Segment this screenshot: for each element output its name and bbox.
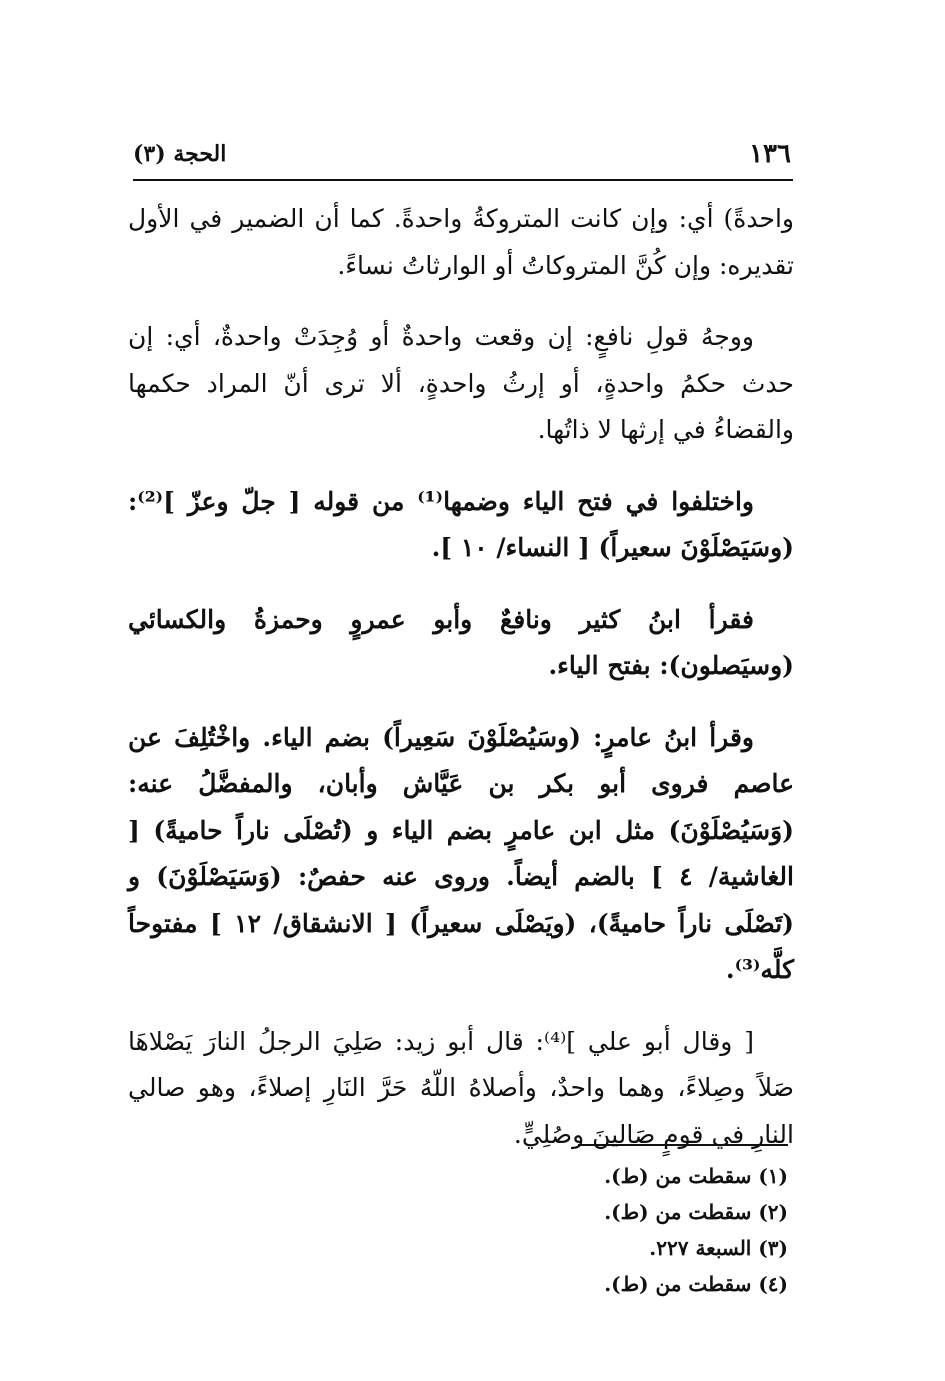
footnote-divider — [578, 1144, 788, 1146]
main-text — [128, 196, 794, 1158]
page-number: ١٣٦ — [749, 139, 791, 169]
footnote-4: (٤) سقطت من (ط). — [604, 1272, 788, 1296]
paragraph-4: فقرأ ابنُ كثير ونافعٌ وأبو عمروٍ وحمزةُ والكسائي (وسيَصلون): بفتح الياء. — [128, 604, 794, 680]
footnotes — [400, 1158, 788, 1302]
footnote-1: (١) سقطت من (ط). — [604, 1164, 788, 1188]
running-title: الحجة (٣) — [133, 141, 227, 167]
footnote-2: (٢) سقطت من (ط). — [604, 1200, 788, 1224]
paragraph-3: واختلفوا في فتح الياء وضمها⁽¹⁾ من قوله [ جلّ وعزّ ]⁽²⁾: (وسَيَصْلَوْنَ سعيراً) [ النساء/ ١٠ ]. — [128, 486, 794, 562]
page-header — [133, 135, 793, 181]
paragraph-2: ووجهُ قولِ نافعٍ: إن وقعت واحدةٌ أو وُجِدَتْ واحدةٌ، أي: إن حدث حكمُ واحدةٍ، أو إرثُ واحدةٍ، ألا ترى أنّ المراد حكمها والقضاءُ في إرثها لا ذاتُها. — [128, 322, 794, 444]
paragraph-5: وقرأ ابنُ عامرٍ: (وسَيُصْلَوْنَ سَعِيراً) بضم الياء. واخْتُلِفَ عن عاصم فروى أبو بكر بن عَيَّاش وأبان، والمفضَّلُ عنه: (وَسَيُصْلَوْنَ) مثل ابن عامرٍ بضم الياء و (تُصْلَى ناراً حاميةً) [ الغاشية/ ٤ ] بالضم أيضاً. وروى عنه حفصٌ: (وَسَيَصْلَوْنَ) و (تَصْلَى ناراً حاميةً)، (ويَصْلَى سعيراً) [ الانشقاق/ ١٢ ] مفتوحاً كلَّه⁽³⁾. — [128, 722, 794, 984]
paragraph-1: واحدةً) أي: وإن كانت المتروكةُ واحدةً. كما أن الضمير في الأول تقديره: وإن كُنَّ المتروكاتُ أو الوارثاتُ نساءً. — [128, 204, 794, 280]
paragraph-6: [ وقال أبو علي ]⁽⁴⁾: قال أبو زيد: صَلِيَ الرجلُ النارَ يَصْلاهَا صَلاً وصِلاءً، وهما واحدٌ، وأصلاهُ اللّهُ حَرَّ النَارِ إصلاءً، وهو صالي النارِ في قومٍ صَالينَ وصُلِيٍّ. — [128, 1026, 794, 1149]
footnote-3: (٣) السبعة ٢٢٧. — [649, 1236, 788, 1260]
